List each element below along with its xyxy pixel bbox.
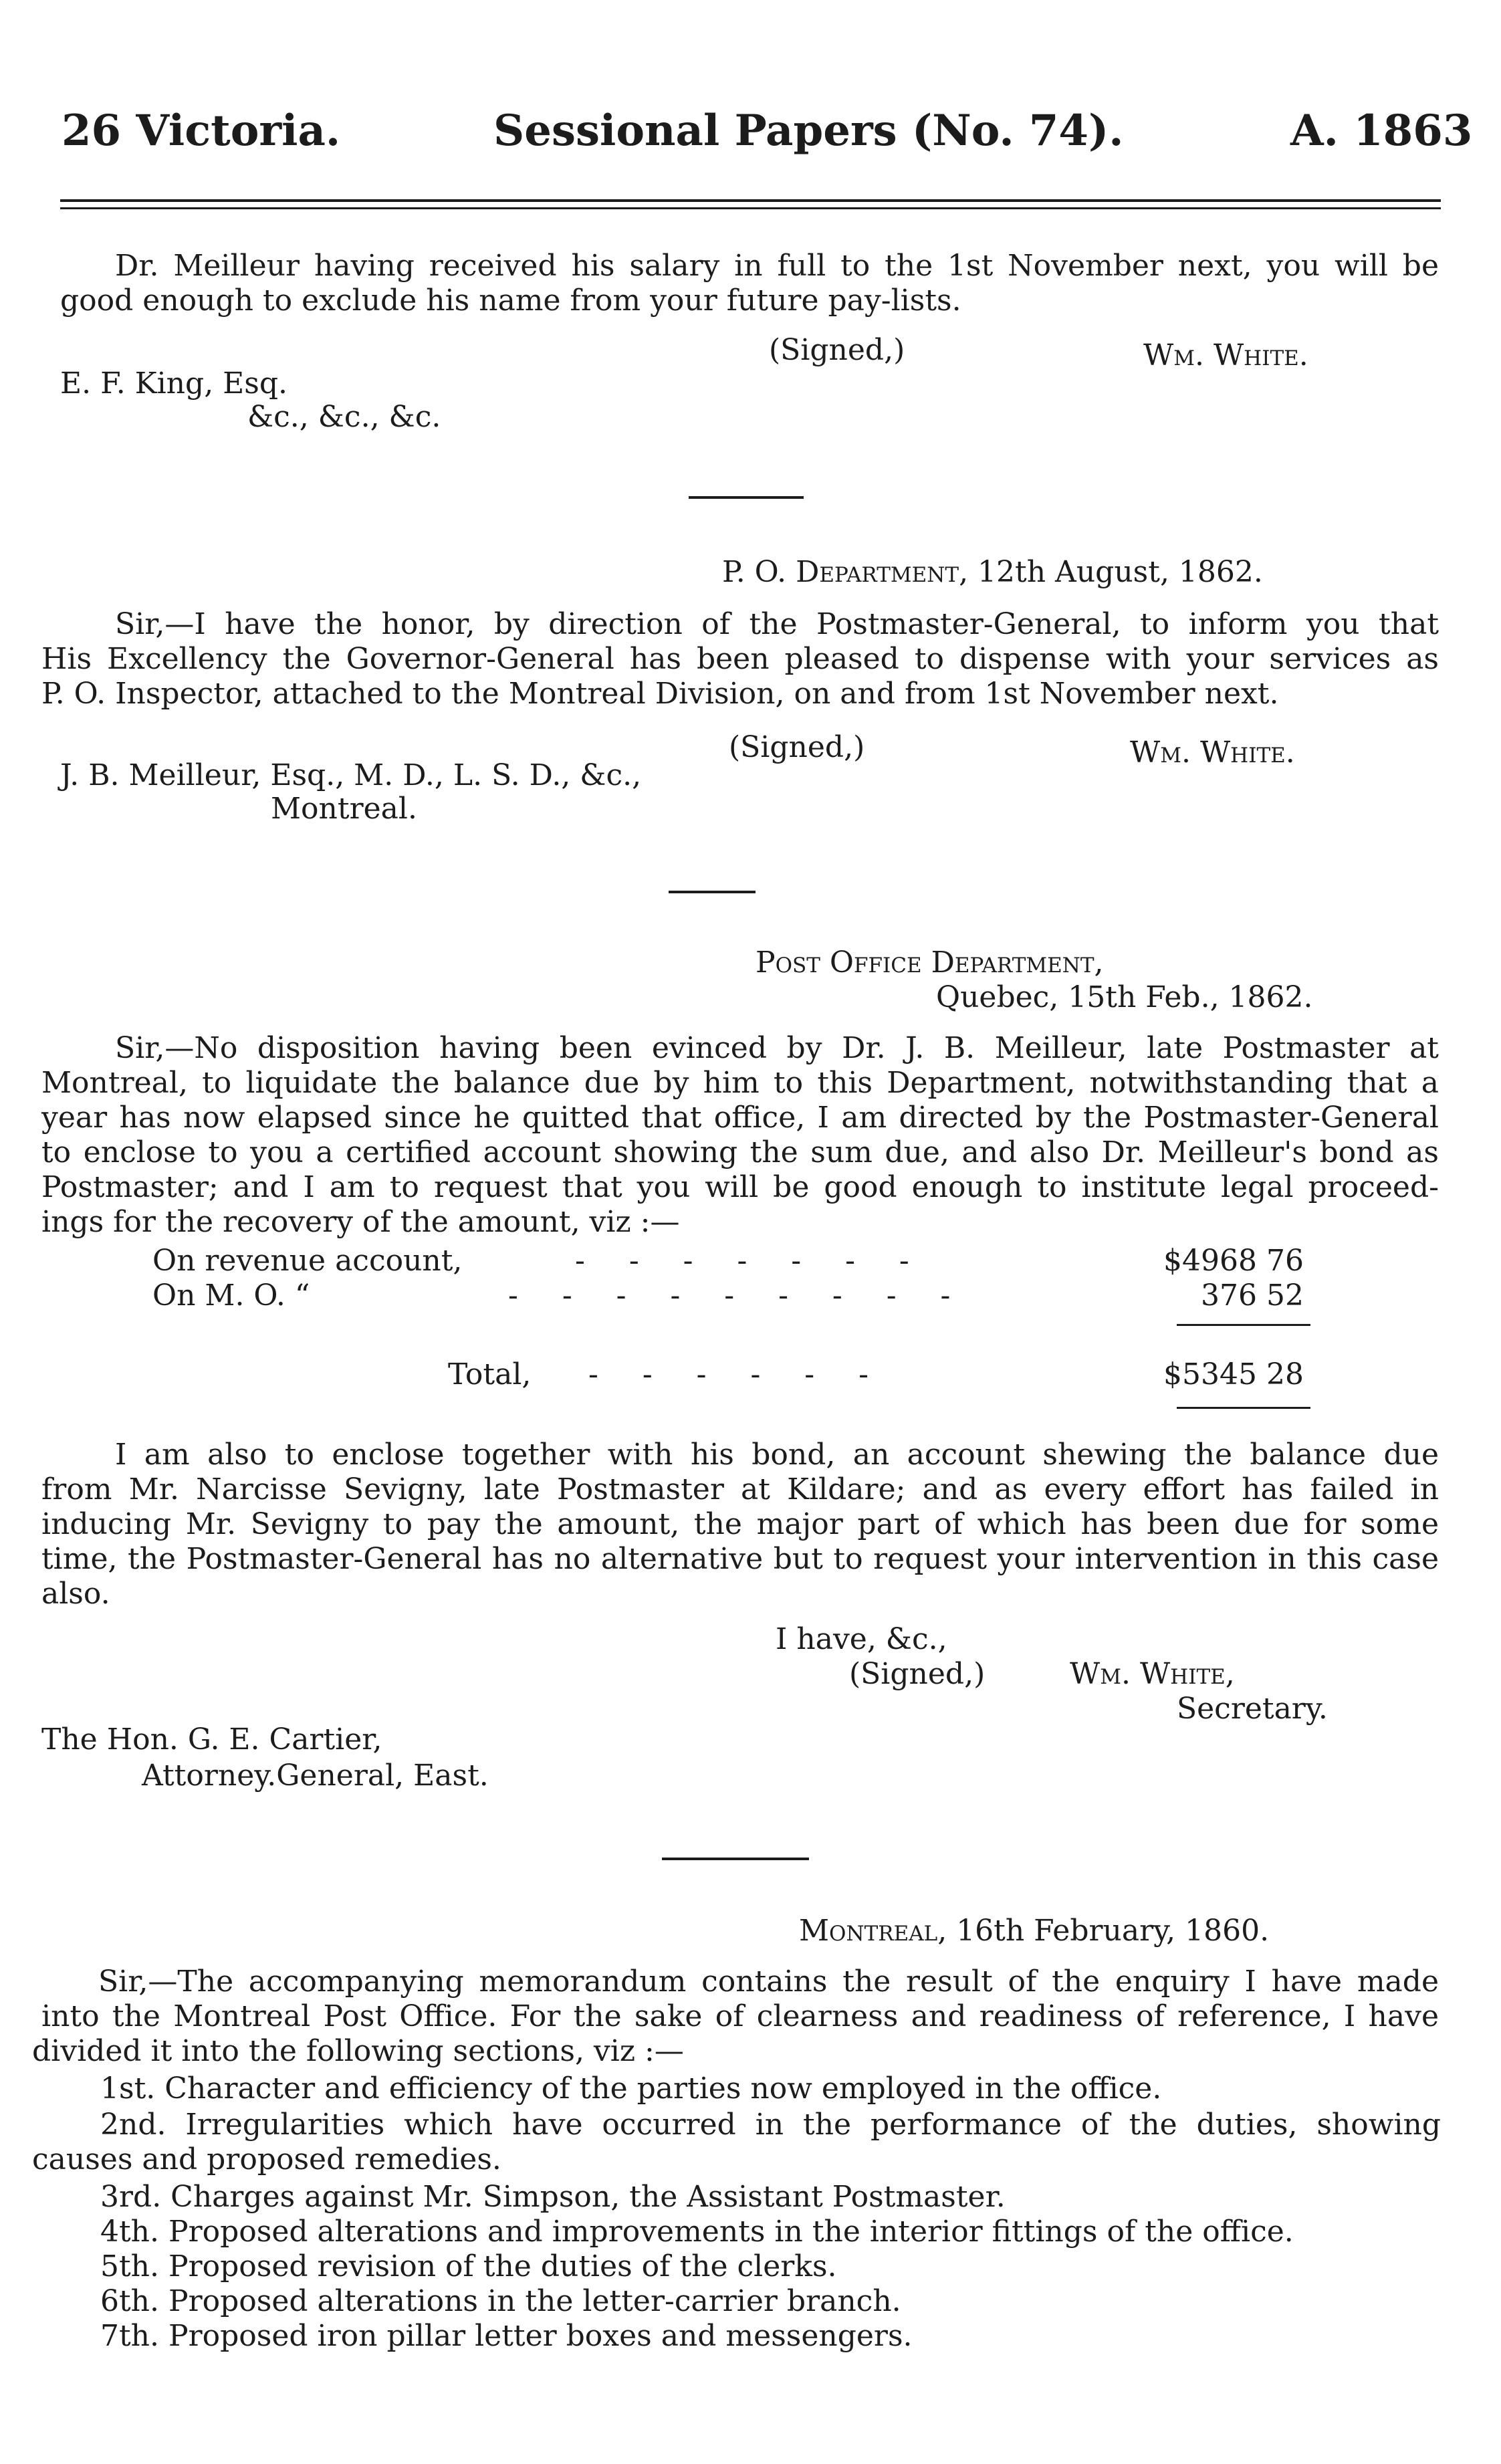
- letter3-body-line: I am also to enclose together with his bond, an account shewing the balance due: [115, 1438, 1439, 1472]
- letter4-body-line: Sir,—The accompanying memorandum contains the result of the enquiry I have made: [98, 1965, 1439, 1999]
- letter1-addressee: E. F. King, Esq.: [60, 366, 288, 401]
- account-row-leader: - - - - - - - - -: [508, 1278, 952, 1313]
- account-row-amount: 376 52: [1201, 1278, 1304, 1313]
- letter1-body-line: good enough to exclude his name from your future pay-lists.: [60, 284, 961, 318]
- section-list-item: 6th. Proposed alterations in the letter-carrier branch.: [100, 2284, 901, 2318]
- letter3-body-line: to enclose to you a certified account showing the sum due, and also Dr. Meilleur's bond as: [41, 1135, 1439, 1169]
- letter4-dateline-place: Montreal,: [799, 1914, 947, 1948]
- letter3-addressee: The Hon. G. E. Cartier,: [41, 1722, 382, 1757]
- letter2-body-line: [41, 607, 1439, 642]
- section-list-item: 5th. Proposed revision of the duties of the clerks.: [100, 2249, 837, 2283]
- letter3-dateline-date: Quebec, 15th Feb., 1862.: [936, 980, 1313, 1014]
- letter1-signatory: Wm. White.: [1143, 338, 1308, 372]
- letter3-body-line: time, the Postmaster-General has no alternative but to request your intervention in this case: [41, 1542, 1439, 1576]
- section-divider: [669, 891, 756, 893]
- letter3-body-line: Montreal, to liquidate the balance due by him to this Department, notwithstanding that a: [41, 1066, 1439, 1100]
- letter3-body-line: Sir,—No disposition having been evinced by Dr. J. B. Meilleur, late Postmaster at: [115, 1031, 1439, 1065]
- letter3-signed: (Signed,): [849, 1657, 986, 1691]
- letter2-dateline-place: P. O. Department,: [722, 555, 969, 589]
- account-row-leader: - - - - - - -: [575, 1244, 911, 1278]
- account-row-amount: $4968 76: [1163, 1244, 1304, 1278]
- letter2-dateline-date: 12th August, 1862.: [968, 555, 1263, 589]
- section-list-item: causes and proposed remedies.: [32, 2142, 501, 2176]
- letter3-body-line: ings for the recovery of the amount, viz :—: [41, 1205, 680, 1239]
- letter4-body-line: divided it into the following sections, viz :—: [32, 2034, 684, 2068]
- letter3-body-line: from Mr. Narcisse Sevigny, late Postmaster at Kildare; and as every effort has failed in: [41, 1472, 1439, 1506]
- letter3-body-line: year has now elapsed since he quitted that office, I am directed by the Postmaster-General: [41, 1101, 1439, 1135]
- header-rule-bottom: [60, 207, 1441, 209]
- letter2-body-text: Sir,—I have the honor, by direction of the Postmaster-General, to inform you that: [115, 607, 1439, 641]
- letter3-body-line: inducing Mr. Sevigny to pay the amount, the major part of which has been due for some: [41, 1507, 1439, 1541]
- letter3-addressee: Attorney.General, East.: [142, 1759, 489, 1793]
- header-rule-top: [60, 199, 1441, 202]
- letter2-body-line: His Excellency the Governor-General has been pleased to dispense with your services as: [41, 642, 1439, 676]
- account-total-rule: [1177, 1407, 1310, 1409]
- section-list-item: 4th. Proposed alterations and improvements in the interior fittings of the office.: [100, 2215, 1294, 2249]
- letter2-addressee: Montreal.: [271, 792, 417, 826]
- letter3-closing: I have, &c.,: [776, 1622, 947, 1656]
- letter3-signatory: Wm. White,: [1070, 1657, 1235, 1691]
- account-total-amount: $5345 28: [1163, 1357, 1304, 1391]
- section-divider: [662, 1858, 809, 1860]
- letter2-addressee: J. B. Meilleur, Esq., M. D., L. S. D., &c.,: [60, 758, 642, 792]
- letter2-signed: (Signed,): [729, 730, 865, 764]
- header-title: Sessional Papers (No. 74).: [493, 106, 1124, 156]
- header-year: A. 1863: [1290, 106, 1473, 156]
- section-list-item: 3rd. Charges against Mr. Simpson, the Assistant Postmaster.: [100, 2180, 1006, 2214]
- account-total-label: Total,: [448, 1357, 532, 1391]
- letter4-dateline-date: 16th February, 1860.: [947, 1914, 1270, 1948]
- letter3-signatory-title: Secretary.: [1177, 1692, 1328, 1726]
- letter2-body-line: P. O. Inspector, attached to the Montreal Division, on and from 1st November next.: [41, 677, 1279, 711]
- letter4-body-line: into the Montreal Post Office. For the sake of clearness and readiness of reference, I have: [41, 1999, 1439, 2033]
- letter3-body-line: also.: [41, 1577, 110, 1611]
- section-list-item: 1st. Character and efficiency of the parties now employed in the office.: [100, 2071, 1162, 2106]
- letter2-dateline: [722, 555, 1263, 590]
- letter2-signatory: Wm. White.: [1130, 736, 1295, 770]
- account-row-label: On revenue account,: [152, 1244, 463, 1278]
- letter1-addressee: &c., &c., &c.: [247, 400, 441, 434]
- letter4-dateline: [799, 1914, 1269, 1948]
- section-divider: [689, 496, 804, 499]
- letter1-body-line: Dr. Meilleur having received his salary in full to the 1st November next, you will be: [115, 249, 1439, 283]
- section-list-item: 7th. Proposed iron pillar letter boxes and messengers.: [100, 2319, 913, 2353]
- letter1-signed: (Signed,): [769, 333, 905, 367]
- account-total-leader: - - - - - -: [588, 1357, 870, 1391]
- letter3-body-line: Postmaster; and I am to request that you will be good enough to institute legal proceed-: [41, 1170, 1439, 1204]
- account-row-label: On M. O. “: [152, 1278, 310, 1313]
- letter3-dateline-place: Post Office Department,: [756, 945, 1104, 980]
- account-sum-rule: [1177, 1324, 1310, 1326]
- section-list-item: 2nd. Irregularities which have occurred in the performance of the duties, showing: [100, 2108, 1441, 2142]
- header-session: 26 Victoria.: [62, 106, 341, 156]
